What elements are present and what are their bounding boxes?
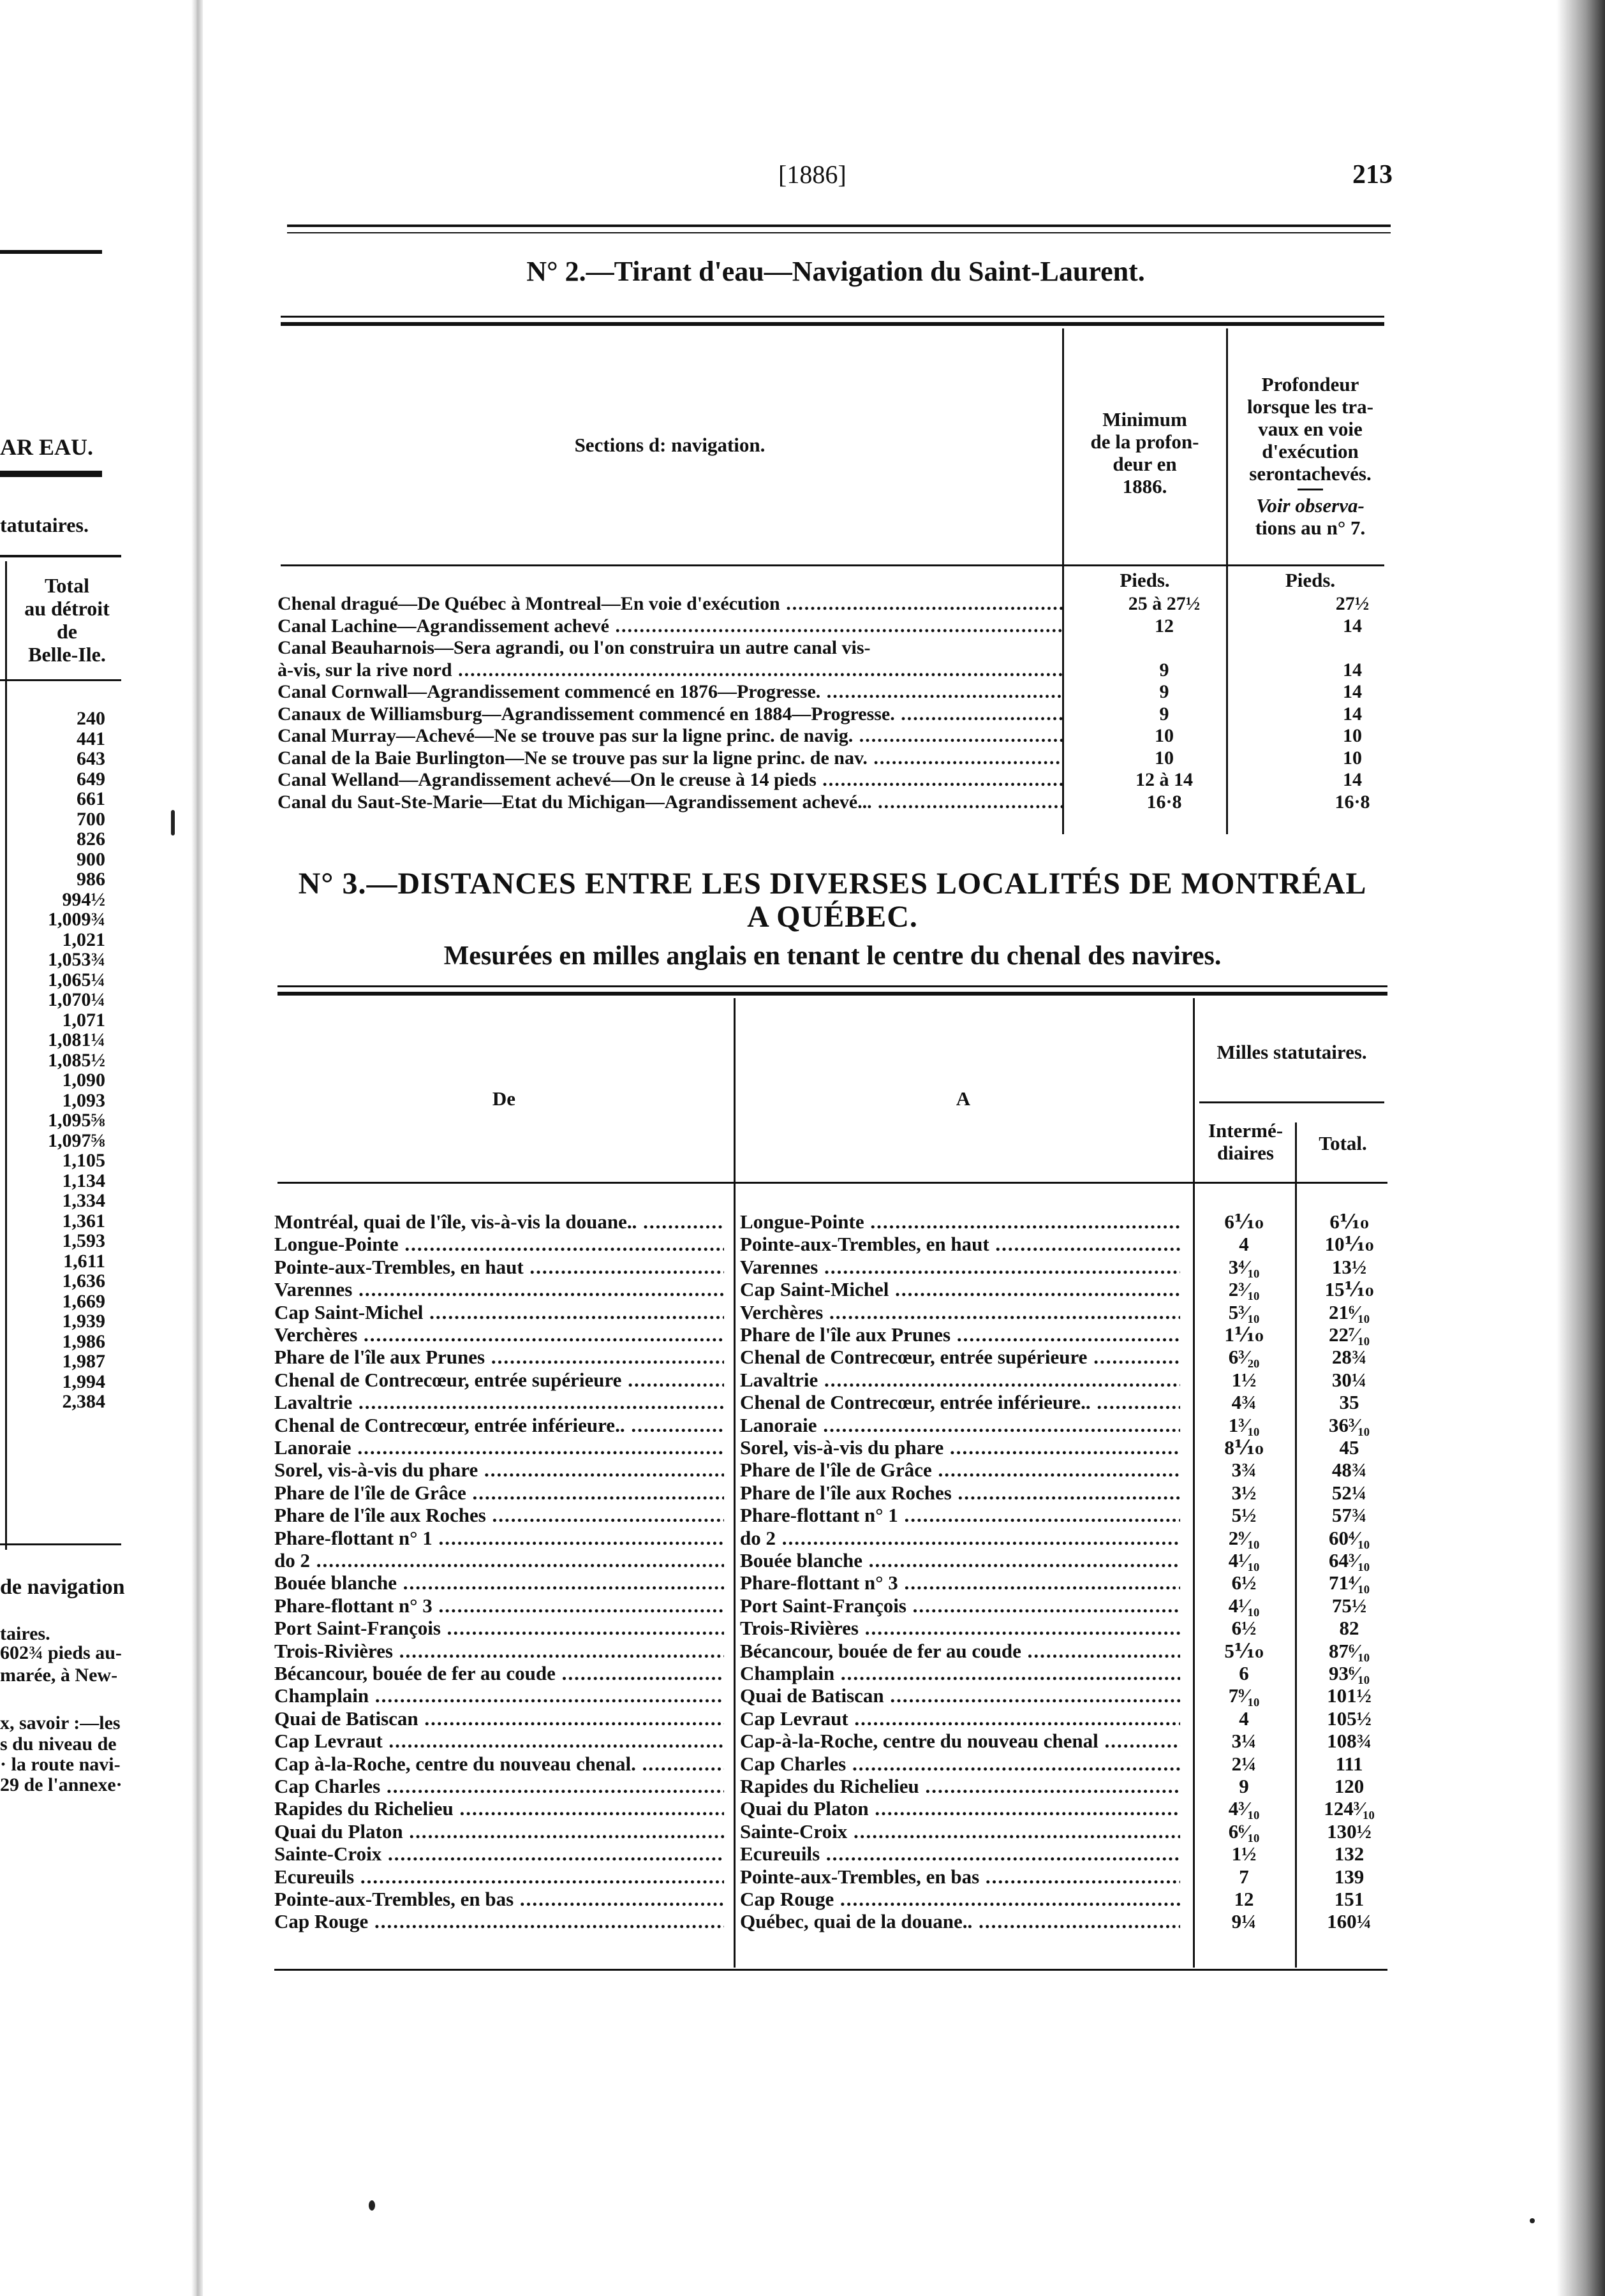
table3-total: 105½ xyxy=(1327,1707,1372,1730)
left-page-value: 649 xyxy=(77,768,105,790)
table2-unit-prof: Pieds. xyxy=(1285,569,1336,591)
table3-from: Lavaltrie ..... xyxy=(274,1391,724,1413)
table3-intermediate: 2⁹⁄₁₀ xyxy=(1228,1526,1260,1549)
table3-from: Bécancour, bouée de fer au coude ..... xyxy=(274,1662,724,1684)
left-page-note: 29 de l'annexe· xyxy=(0,1774,122,1795)
ink-speck xyxy=(369,2200,375,2211)
left-page-value: 1,361 xyxy=(62,1210,105,1232)
left-page-value: 1,081¼ xyxy=(48,1029,105,1050)
table3-from: Phare de l'île aux Prunes ..... xyxy=(274,1346,724,1368)
table3-intermediate: 7 xyxy=(1239,1865,1249,1888)
table3-row xyxy=(271,1707,1394,1730)
table3-intermediate: 5½ xyxy=(1231,1504,1257,1527)
table3-row xyxy=(271,1730,1394,1752)
table3-total: 71⁴⁄₁₀ xyxy=(1328,1571,1370,1594)
table3-row xyxy=(271,1910,1394,1932)
table3-total: 160¼ xyxy=(1327,1910,1372,1933)
table3-total: 35 xyxy=(1339,1391,1359,1414)
table3-row xyxy=(271,1866,1394,1888)
table3-from: Champlain ..... xyxy=(274,1684,724,1707)
left-page-value: 900 xyxy=(77,848,105,870)
table3-total: 22⁷⁄₁₀ xyxy=(1328,1323,1370,1346)
table3-row xyxy=(271,1233,1394,1255)
left-page-value: 1,085½ xyxy=(48,1049,105,1071)
table3-intermediate: 1½ xyxy=(1231,1368,1257,1391)
table3-from: Chenal de Contrecœur, entrée inférieure.. ..... xyxy=(274,1414,724,1436)
table3-from: Bouée blanche ..... xyxy=(274,1571,724,1594)
table3-from: Phare-flottant n° 1 ..... xyxy=(274,1527,724,1549)
left-page-col-header: Total au détroit de Belle-Ile. xyxy=(24,574,110,666)
table3-from: do 2 ..... xyxy=(274,1549,724,1571)
table3-to: Rapides du Richelieu ..... xyxy=(740,1775,1180,1797)
left-page-value: 1,105 xyxy=(62,1150,105,1171)
left-page-value: 1,636 xyxy=(62,1270,105,1292)
table3-row xyxy=(271,1571,1394,1594)
table3-intermediate: 4¾ xyxy=(1231,1391,1257,1414)
table3-intermediate: 5³⁄₁₀ xyxy=(1228,1300,1260,1323)
table3-to: Cap Saint-Michel ..... xyxy=(740,1278,1180,1300)
table3-to: Varennes ..... xyxy=(740,1256,1180,1278)
left-page-note: marée, à New- xyxy=(0,1665,118,1686)
table3-intermediate: 9¼ xyxy=(1231,1910,1257,1933)
table3-total: 52¼ xyxy=(1331,1481,1367,1504)
left-page-value: 1,093 xyxy=(62,1089,105,1111)
table2-section: Canal Murray—Achevé—Ne se trouve pas sur la ligne princ. de navig. ..... xyxy=(277,725,1062,747)
table3-from: Varennes ..... xyxy=(274,1278,724,1300)
table3-row xyxy=(271,1459,1394,1481)
left-page-value: 1,334 xyxy=(62,1190,105,1211)
table3-row xyxy=(271,1843,1394,1865)
table3-to: Verchères ..... xyxy=(740,1301,1180,1323)
table3-intermediate: 6⁶⁄₁₀ xyxy=(1228,1820,1260,1843)
table3-from: Lanoraie ..... xyxy=(274,1436,724,1459)
left-page-value: 826 xyxy=(77,828,105,850)
table3-from: Trois-Rivières ..... xyxy=(274,1640,724,1662)
table3-total: 6⅒ xyxy=(1329,1211,1369,1233)
left-page-value: 1,593 xyxy=(62,1230,105,1251)
ink-speck xyxy=(171,810,175,835)
table3-row xyxy=(271,1662,1394,1684)
table3-total: 120 xyxy=(1334,1775,1365,1797)
table3-from: Pointe-aux-Trembles, en haut ..... xyxy=(274,1256,724,1278)
left-page-value: 240 xyxy=(77,708,105,729)
table3-to: Phare de l'île aux Roches ..... xyxy=(740,1482,1180,1504)
table2-min-value: 12 à 14 xyxy=(1135,769,1193,790)
table3-row xyxy=(271,1549,1394,1571)
table2-title: N° 2.—Tirant d'eau—Navigation du Saint-Laurent. xyxy=(526,256,1145,287)
table2-row xyxy=(277,769,1387,791)
left-page-value: 1,053¾ xyxy=(48,949,105,970)
table3-intermediate: 4 xyxy=(1239,1707,1249,1730)
left-page-value: 643 xyxy=(77,748,105,769)
ink-speck xyxy=(1530,2218,1535,2223)
table3-title: N° 3.—DISTANCES ENTRE LES DIVERSES LOCALITÉS DE MONTRÉAL A QUÉBEC. xyxy=(298,867,1367,934)
table3-total: 108¾ xyxy=(1327,1730,1372,1753)
table3-to: Phare-flottant n° 3 ..... xyxy=(740,1571,1180,1594)
table3-row xyxy=(271,1301,1394,1323)
table3-to: Sainte-Croix ..... xyxy=(740,1820,1180,1843)
year-header: [1886] xyxy=(778,160,847,189)
left-page-subtitle: tatutaires. xyxy=(0,513,89,536)
table3-total: 15⅒ xyxy=(1324,1278,1374,1301)
table2-section: Canal du Saut-Ste-Marie—Etat du Michigan—Agrandissement achevé... ..... xyxy=(277,791,1062,813)
table3-from: Port Saint-François ..... xyxy=(274,1617,724,1639)
left-page-note: taires. xyxy=(0,1623,50,1644)
left-page-note: s du niveau de xyxy=(0,1733,117,1755)
table3-row xyxy=(271,1684,1394,1707)
table3-intermediate: 6½ xyxy=(1231,1571,1257,1594)
table2-prof-value: 10 xyxy=(1343,725,1362,746)
table2-col-sections: Sections d: navigation. xyxy=(574,434,766,456)
table3-total: 75½ xyxy=(1331,1594,1367,1617)
table2-row xyxy=(277,593,1387,615)
table3-row xyxy=(271,1617,1394,1639)
table3-from: Quai de Batiscan ..... xyxy=(274,1707,724,1730)
table3-to: Champlain ..... xyxy=(740,1662,1180,1684)
table3-row xyxy=(271,1278,1394,1300)
table3-row xyxy=(271,1482,1394,1504)
table3-intermediate: 6½ xyxy=(1231,1617,1257,1640)
table3-total: 93⁶⁄₁₀ xyxy=(1328,1662,1370,1684)
table2-section: Canal Beauharnois—Sera agrandi, ou l'on construira un autre canal vis- xyxy=(277,637,871,658)
table3-total: 57¾ xyxy=(1331,1504,1367,1527)
table3-from: Verchères ..... xyxy=(274,1323,724,1346)
table2-section: Canaux de Williamsburg—Agrandissement commencé en 1884—Progresse. ..... xyxy=(277,703,1062,725)
left-page-value: 1,070¼ xyxy=(48,989,105,1010)
table3-row xyxy=(271,1753,1394,1775)
left-page-title: AR EAU. xyxy=(0,434,94,460)
table3-intermediate: 5⅒ xyxy=(1224,1639,1264,1662)
table3-from: Longue-Pointe ..... xyxy=(274,1233,724,1255)
table3-intermediate: 4 xyxy=(1239,1233,1249,1256)
table3-from: Montréal, quai de l'île, vis-à-vis la douane.. ..... xyxy=(274,1211,724,1233)
left-page-value: 994½ xyxy=(62,888,105,910)
table3-to: Phare de l'île aux Prunes ..... xyxy=(740,1323,1180,1346)
table2-row xyxy=(277,681,1387,703)
table3-from: Cap Levraut ..... xyxy=(274,1730,724,1752)
table3-total: 132 xyxy=(1334,1843,1365,1866)
table3-intermediate: 4¹⁄₁₀ xyxy=(1228,1549,1260,1571)
table3-intermediate: 7⁹⁄₁₀ xyxy=(1228,1684,1260,1707)
table3-total: 13½ xyxy=(1331,1255,1367,1278)
table2-min-value: 9 xyxy=(1159,703,1169,725)
table3-row xyxy=(271,1346,1394,1368)
table3-total: 10⅒ xyxy=(1324,1233,1374,1256)
table3-row xyxy=(271,1888,1394,1910)
table3-total: 48¾ xyxy=(1331,1459,1367,1482)
left-page-value: 1,611 xyxy=(63,1250,105,1272)
table3-from: Quai du Platon ..... xyxy=(274,1820,724,1843)
table3-row xyxy=(271,1594,1394,1617)
table3-to: Lavaltrie ..... xyxy=(740,1369,1180,1391)
table3-row xyxy=(271,1820,1394,1843)
table3-row xyxy=(271,1775,1394,1797)
table3-from: Rapides du Richelieu ..... xyxy=(274,1797,724,1820)
table3-to: Longue-Pointe ..... xyxy=(740,1211,1180,1233)
left-page-value: 1,065¼ xyxy=(48,969,105,990)
table3-col-total: Total. xyxy=(1319,1132,1367,1154)
table3-row xyxy=(271,1527,1394,1549)
table3-from: Cap Charles ..... xyxy=(274,1775,724,1797)
table3-from: Sainte-Croix ..... xyxy=(274,1843,724,1865)
table3-intermediate: 8⅒ xyxy=(1224,1436,1264,1459)
table3-from: Cap Saint-Michel ..... xyxy=(274,1301,724,1323)
left-page-value: 1,021 xyxy=(62,929,105,950)
table3-col-a: A xyxy=(956,1087,971,1110)
table3-intermediate: 1⅒ xyxy=(1224,1323,1264,1346)
table3-intermediate: 2³⁄₁₀ xyxy=(1228,1278,1260,1301)
table2-min-value: 9 xyxy=(1159,681,1169,702)
table2-col-prof: Profondeur lorsque les tra- vaux en voie d'exécution serontachevés. Voir observa- tions au n° 7. xyxy=(1246,373,1374,539)
table3-from: Chenal de Contrecœur, entrée supérieure ..... xyxy=(274,1369,724,1391)
left-page-value: 1,090 xyxy=(62,1070,105,1091)
table3-row xyxy=(271,1323,1394,1346)
table2-min-value: 25 à 27½ xyxy=(1128,593,1201,614)
table2-section: à-vis, sur la rive nord ..... xyxy=(277,659,1062,681)
table3-total: 82 xyxy=(1339,1617,1359,1640)
page-edge xyxy=(1557,0,1605,2296)
table3-row xyxy=(271,1391,1394,1413)
table3-to: Quai de Batiscan ..... xyxy=(740,1684,1180,1707)
left-page-value: 661 xyxy=(77,788,105,809)
table3-total: 28¾ xyxy=(1331,1346,1367,1369)
table3-total: 101½ xyxy=(1327,1684,1372,1707)
table2-row xyxy=(277,703,1387,725)
table3-total: 36³⁄₁₀ xyxy=(1328,1413,1370,1436)
table3-row xyxy=(271,1414,1394,1436)
table3-to: Cap Rouge ..... xyxy=(740,1888,1180,1910)
table3-from: Phare de l'île aux Roches ..... xyxy=(274,1504,724,1526)
table2-prof-value: 27½ xyxy=(1335,593,1370,614)
table2-min-value: 10 xyxy=(1155,747,1174,769)
table3-to: Bécancour, bouée de fer au coude ..... xyxy=(740,1640,1180,1662)
table3-from: Cap à-la-Roche, centre du nouveau chenal. ..... xyxy=(274,1753,724,1775)
left-page-value: 1,669 xyxy=(62,1290,105,1312)
table2-prof-value: 14 xyxy=(1343,703,1362,725)
table3-total: 64³⁄₁₀ xyxy=(1328,1549,1370,1571)
table2-col-min: Minimum de la profon- deur en 1886. xyxy=(1090,408,1199,497)
left-page-value: 1,071 xyxy=(62,1009,105,1031)
table2-section: Canal Lachine—Agrandissement achevé ..... xyxy=(277,615,1062,637)
table3-to: Bouée blanche ..... xyxy=(740,1549,1180,1571)
table3-row xyxy=(271,1504,1394,1526)
table3-to: do 2 ..... xyxy=(740,1527,1180,1549)
table2-section: Chenal dragué—De Québec à Montreal—En voie d'exécution ..... xyxy=(277,593,1062,615)
table3-to: Chenal de Contrecœur, entrée supérieure ..... xyxy=(740,1346,1180,1368)
table3-intermediate: 4¹⁄₁₀ xyxy=(1228,1594,1260,1617)
table2-min-value: 10 xyxy=(1155,725,1174,746)
left-page-value: 700 xyxy=(77,808,105,830)
table3-to: Lanoraie ..... xyxy=(740,1414,1180,1436)
table3-row xyxy=(271,1369,1394,1391)
table3-total: 139 xyxy=(1334,1865,1365,1888)
table3-to: Port Saint-François ..... xyxy=(740,1594,1180,1617)
left-page-note: x, savoir :—les xyxy=(0,1712,121,1733)
table3-row xyxy=(271,1797,1394,1820)
table3-to: Chenal de Contrecœur, entrée inférieure.. ..... xyxy=(740,1391,1180,1413)
table2-row xyxy=(277,659,1387,681)
table3-row xyxy=(271,1256,1394,1278)
table3-intermediate: 9 xyxy=(1239,1775,1249,1797)
page-number: 213 xyxy=(1352,160,1393,189)
table3-from: Cap Rouge ..... xyxy=(274,1910,724,1932)
table3-row xyxy=(271,1640,1394,1662)
left-page-note: de navigation xyxy=(0,1575,125,1599)
table3-intermediate: 12 xyxy=(1234,1888,1254,1910)
table3-to: Sorel, vis-à-vis du phare ..... xyxy=(740,1436,1180,1459)
table2-min-value: 12 xyxy=(1155,615,1174,637)
table3-to: Phare-flottant n° 1 ..... xyxy=(740,1504,1180,1526)
table3-total: 87⁶⁄₁₀ xyxy=(1328,1639,1370,1662)
table3-total: 111 xyxy=(1335,1752,1363,1775)
table2-row xyxy=(277,637,1387,659)
table3-intermediate: 6 xyxy=(1239,1662,1249,1684)
table3-to: Trois-Rivières ..... xyxy=(740,1617,1180,1639)
table3-from: Ecureuils ..... xyxy=(274,1866,724,1888)
table3-subtitle: Mesurées en milles anglais en tenant le centre du chenal des navires. xyxy=(443,941,1222,971)
left-page-value: 441 xyxy=(77,728,105,749)
table3-intermediate: 6⅒ xyxy=(1224,1211,1264,1233)
table3-row xyxy=(271,1436,1394,1459)
table3-to: Cap Charles ..... xyxy=(740,1753,1180,1775)
left-page-note: · la route navi- xyxy=(0,1754,121,1775)
left-page-value: 1,994 xyxy=(62,1371,105,1392)
table3-intermediate: 3⁴⁄₁₀ xyxy=(1228,1255,1260,1278)
table3-total: 21⁶⁄₁₀ xyxy=(1328,1300,1370,1323)
table3-from: Pointe-aux-Trembles, en bas ..... xyxy=(274,1888,724,1910)
left-page-value: 986 xyxy=(77,869,105,890)
table2-section: Canal Cornwall—Agrandissement commencé en 1876—Progresse. ..... xyxy=(277,681,1062,703)
table2-min-value: 9 xyxy=(1159,659,1169,681)
table3-total: 151 xyxy=(1334,1888,1365,1910)
table3-to: Quai du Platon ..... xyxy=(740,1797,1180,1820)
table3-intermediate: 4³⁄₁₀ xyxy=(1228,1797,1260,1820)
table3-total: 30¼ xyxy=(1331,1368,1367,1391)
table2-min-value: 16·8 xyxy=(1146,791,1182,813)
table2-section: Canal de la Baie Burlington—Ne se trouve pas sur la ligne princ. de nav. ..... xyxy=(277,747,1062,769)
table3-intermediate: 6³⁄₂₀ xyxy=(1228,1346,1260,1369)
table3-intermediate: 1½ xyxy=(1231,1843,1257,1866)
left-page-value: 1,097⅝ xyxy=(48,1130,105,1151)
left-page-note: 602¾ pieds au- xyxy=(0,1642,122,1663)
table3-from: Phare de l'île de Grâce ..... xyxy=(274,1482,724,1504)
page-fold xyxy=(191,0,203,2296)
table2-prof-value: 14 xyxy=(1343,659,1362,681)
table3-total: 60⁴⁄₁₀ xyxy=(1328,1526,1370,1549)
table3-from: Sorel, vis-à-vis du phare ..... xyxy=(274,1459,724,1481)
table2-section: Canal Welland—Agrandissement achevé—On le creuse à 14 pieds ..... xyxy=(277,769,1062,791)
left-page-value: 1,939 xyxy=(62,1311,105,1332)
table3-col-de: De xyxy=(492,1087,516,1110)
table3-to: Pointe-aux-Trembles, en bas ..... xyxy=(740,1866,1180,1888)
left-page-value: 1,134 xyxy=(62,1170,105,1191)
table2-row xyxy=(277,615,1387,637)
table2-prof-value: 14 xyxy=(1343,681,1362,702)
left-page-value: 1,009¾ xyxy=(48,909,105,930)
table3-intermediate: 3½ xyxy=(1231,1481,1257,1504)
table3-intermediate: 1³⁄₁₀ xyxy=(1228,1413,1260,1436)
table3-to: Pointe-aux-Trembles, en haut ..... xyxy=(740,1233,1180,1255)
left-page-value: 1,987 xyxy=(62,1351,105,1372)
table2-prof-value: 16·8 xyxy=(1335,791,1370,813)
table2-prof-value: 14 xyxy=(1343,769,1362,790)
table3-to: Phare de l'île de Grâce ..... xyxy=(740,1459,1180,1481)
table3-to: Cap Levraut ..... xyxy=(740,1707,1180,1730)
left-page-value: 1,095⅝ xyxy=(48,1110,105,1131)
table3-to: Cap-à-la-Roche, centre du nouveau chenal ..... xyxy=(740,1730,1180,1752)
table3-col-group: Milles statutaires. xyxy=(1217,1041,1367,1063)
table2-row xyxy=(277,725,1387,747)
table3-col-inter: Intermé- diaires xyxy=(1208,1119,1283,1164)
table3-total: 124³⁄₁₀ xyxy=(1324,1797,1375,1820)
table2-row xyxy=(277,747,1387,769)
table2-unit-min: Pieds. xyxy=(1120,569,1170,591)
left-page-value: 1,986 xyxy=(62,1330,105,1352)
table3-to: Québec, quai de la douane.. ..... xyxy=(740,1910,1180,1932)
table2-row xyxy=(277,791,1387,813)
table3-intermediate: 3¼ xyxy=(1231,1730,1257,1753)
table3-total: 130½ xyxy=(1327,1820,1372,1843)
table3-total: 45 xyxy=(1339,1436,1359,1459)
table3-to: Ecureuils ..... xyxy=(740,1843,1180,1865)
table3-row xyxy=(271,1211,1394,1233)
table3-from: Phare-flottant n° 3 ..... xyxy=(274,1594,724,1617)
left-page-value: 2,384 xyxy=(62,1391,105,1412)
table2-prof-value: 10 xyxy=(1343,747,1362,769)
table2-prof-value: 14 xyxy=(1343,615,1362,637)
table3-intermediate: 3¾ xyxy=(1231,1459,1257,1482)
table3-intermediate: 2¼ xyxy=(1231,1752,1257,1775)
